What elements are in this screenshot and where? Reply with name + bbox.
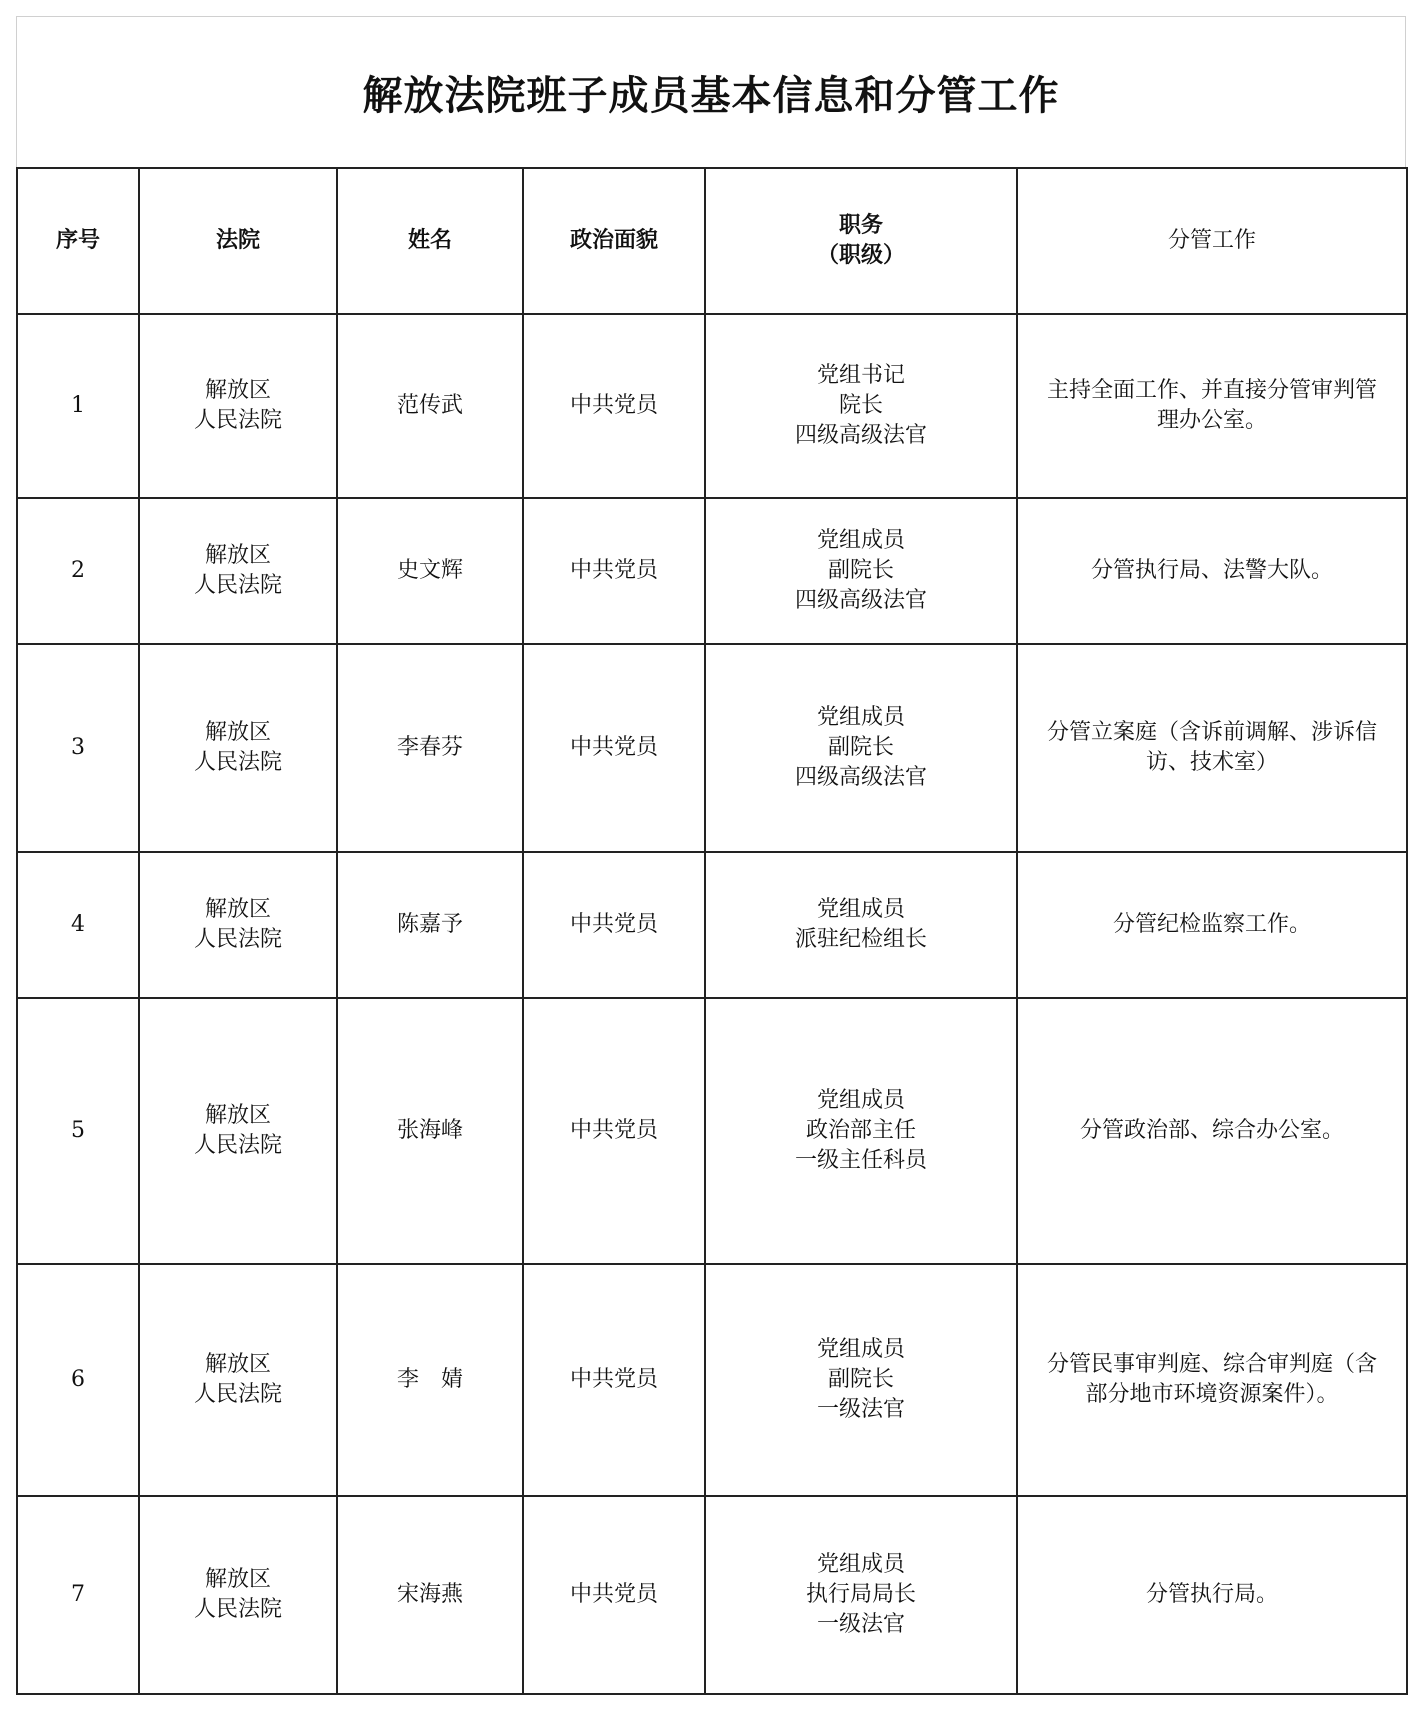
cell-position bbox=[705, 1264, 1017, 1496]
cell-court bbox=[139, 998, 337, 1264]
cell-seq: 1 bbox=[17, 314, 139, 498]
document-sheet bbox=[16, 16, 1406, 1695]
cell-seq: 2 bbox=[17, 498, 139, 644]
cell-seq: 3 bbox=[17, 644, 139, 852]
header-position-line1: 职务 bbox=[838, 213, 883, 238]
position-line: 副院长 bbox=[827, 1367, 894, 1392]
cell-duties bbox=[1017, 998, 1407, 1264]
cell-duties bbox=[1017, 644, 1407, 852]
cell-name: 宋海燕 bbox=[337, 1496, 523, 1694]
page-title: 解放法院班子成员基本信息和分管工作 bbox=[362, 72, 1060, 119]
court-line1: 解放区 bbox=[204, 1352, 271, 1377]
position-line: 四级高级法官 bbox=[794, 423, 927, 448]
cell-duties bbox=[1017, 498, 1407, 644]
header-seq: 序号 bbox=[17, 168, 139, 314]
court-line2: 人民法院 bbox=[193, 573, 282, 598]
court-line1: 解放区 bbox=[204, 720, 271, 745]
cell-position bbox=[705, 644, 1017, 852]
position-line: 党组成员 bbox=[816, 897, 905, 922]
position-line: 一级主任科员 bbox=[794, 1148, 927, 1173]
cell-court bbox=[139, 1496, 337, 1694]
position-line: 党组成员 bbox=[816, 1337, 905, 1362]
cell-name: 范传武 bbox=[337, 314, 523, 498]
table-row bbox=[17, 1264, 1407, 1496]
cell-duties bbox=[1017, 852, 1407, 998]
position-line: 四级高级法官 bbox=[794, 588, 927, 613]
cell-court bbox=[139, 644, 337, 852]
cell-seq: 6 bbox=[17, 1264, 139, 1496]
cell-name: 李春芬 bbox=[337, 644, 523, 852]
table-row bbox=[17, 852, 1407, 998]
table-row bbox=[17, 498, 1407, 644]
court-line2: 人民法院 bbox=[193, 1133, 282, 1158]
cell-court bbox=[139, 1264, 337, 1496]
cell-name: 张海峰 bbox=[337, 998, 523, 1264]
court-line2: 人民法院 bbox=[193, 408, 282, 433]
header-name: 姓名 bbox=[337, 168, 523, 314]
position-line: 四级高级法官 bbox=[794, 765, 927, 790]
duties-line: 主持全面工作、并直接分管审判管 bbox=[1046, 378, 1377, 403]
cell-seq: 7 bbox=[17, 1496, 139, 1694]
header-position-line2: （职级） bbox=[816, 243, 905, 268]
duties-line: 分管纪检监察工作。 bbox=[1112, 912, 1311, 937]
cell-position bbox=[705, 1496, 1017, 1694]
duties-line: 部分地市环境资源案件）。 bbox=[1085, 1382, 1339, 1407]
position-line: 党组成员 bbox=[816, 1088, 905, 1113]
header-political: 政治面貌 bbox=[523, 168, 705, 314]
cell-political: 中共党员 bbox=[523, 644, 705, 852]
table-row bbox=[17, 314, 1407, 498]
position-line: 副院长 bbox=[827, 735, 894, 760]
duties-line: 分管政治部、综合办公室。 bbox=[1079, 1118, 1344, 1143]
cell-political: 中共党员 bbox=[523, 852, 705, 998]
cell-seq: 5 bbox=[17, 998, 139, 1264]
position-line: 党组成员 bbox=[816, 1552, 905, 1577]
court-line1: 解放区 bbox=[204, 1103, 271, 1128]
duties-line: 访、技术室） bbox=[1145, 750, 1278, 775]
position-line: 党组成员 bbox=[816, 528, 905, 553]
header-court: 法院 bbox=[139, 168, 337, 314]
court-line2: 人民法院 bbox=[193, 927, 282, 952]
table-row bbox=[17, 644, 1407, 852]
duties-line: 分管执行局、法警大队。 bbox=[1090, 558, 1333, 583]
cell-court bbox=[139, 314, 337, 498]
cell-duties bbox=[1017, 1264, 1407, 1496]
position-line: 副院长 bbox=[827, 558, 894, 583]
court-line1: 解放区 bbox=[204, 378, 271, 403]
position-line: 党组成员 bbox=[816, 705, 905, 730]
cell-duties bbox=[1017, 1496, 1407, 1694]
title-box bbox=[16, 16, 1406, 167]
cell-court bbox=[139, 498, 337, 644]
cell-name: 李 婧 bbox=[337, 1264, 523, 1496]
position-line: 一级法官 bbox=[816, 1397, 905, 1422]
position-line: 执行局局长 bbox=[805, 1582, 916, 1607]
court-line2: 人民法院 bbox=[193, 1597, 282, 1622]
cell-court bbox=[139, 852, 337, 998]
court-line1: 解放区 bbox=[204, 1567, 271, 1592]
table-row bbox=[17, 1496, 1407, 1694]
court-line1: 解放区 bbox=[204, 897, 271, 922]
header-position bbox=[705, 168, 1017, 314]
position-line: 政治部主任 bbox=[805, 1118, 916, 1143]
cell-political: 中共党员 bbox=[523, 1264, 705, 1496]
cell-political: 中共党员 bbox=[523, 314, 705, 498]
position-line: 一级法官 bbox=[816, 1612, 905, 1637]
duties-line: 理办公室。 bbox=[1156, 408, 1267, 433]
position-line: 党组书记 bbox=[816, 363, 905, 388]
header-row bbox=[17, 168, 1407, 314]
court-line2: 人民法院 bbox=[193, 1382, 282, 1407]
position-line: 院长 bbox=[838, 393, 883, 418]
cell-political: 中共党员 bbox=[523, 1496, 705, 1694]
cell-political: 中共党员 bbox=[523, 998, 705, 1264]
cell-name: 史文辉 bbox=[337, 498, 523, 644]
header-duties: 分管工作 bbox=[1017, 168, 1407, 314]
cell-name: 陈嘉予 bbox=[337, 852, 523, 998]
cell-position bbox=[705, 498, 1017, 644]
cell-position bbox=[705, 314, 1017, 498]
cell-position bbox=[705, 852, 1017, 998]
cell-duties bbox=[1017, 314, 1407, 498]
position-line: 派驻纪检组长 bbox=[794, 927, 927, 952]
table-row bbox=[17, 998, 1407, 1264]
members-table bbox=[16, 167, 1408, 1695]
court-line1: 解放区 bbox=[204, 543, 271, 568]
duties-line: 分管执行局。 bbox=[1145, 1582, 1278, 1607]
duties-line: 分管民事审判庭、综合审判庭（含 bbox=[1046, 1352, 1377, 1377]
cell-political: 中共党员 bbox=[523, 498, 705, 644]
court-line2: 人民法院 bbox=[193, 750, 282, 775]
duties-line: 分管立案庭（含诉前调解、涉诉信 bbox=[1046, 720, 1377, 745]
cell-seq: 4 bbox=[17, 852, 139, 998]
cell-position bbox=[705, 998, 1017, 1264]
